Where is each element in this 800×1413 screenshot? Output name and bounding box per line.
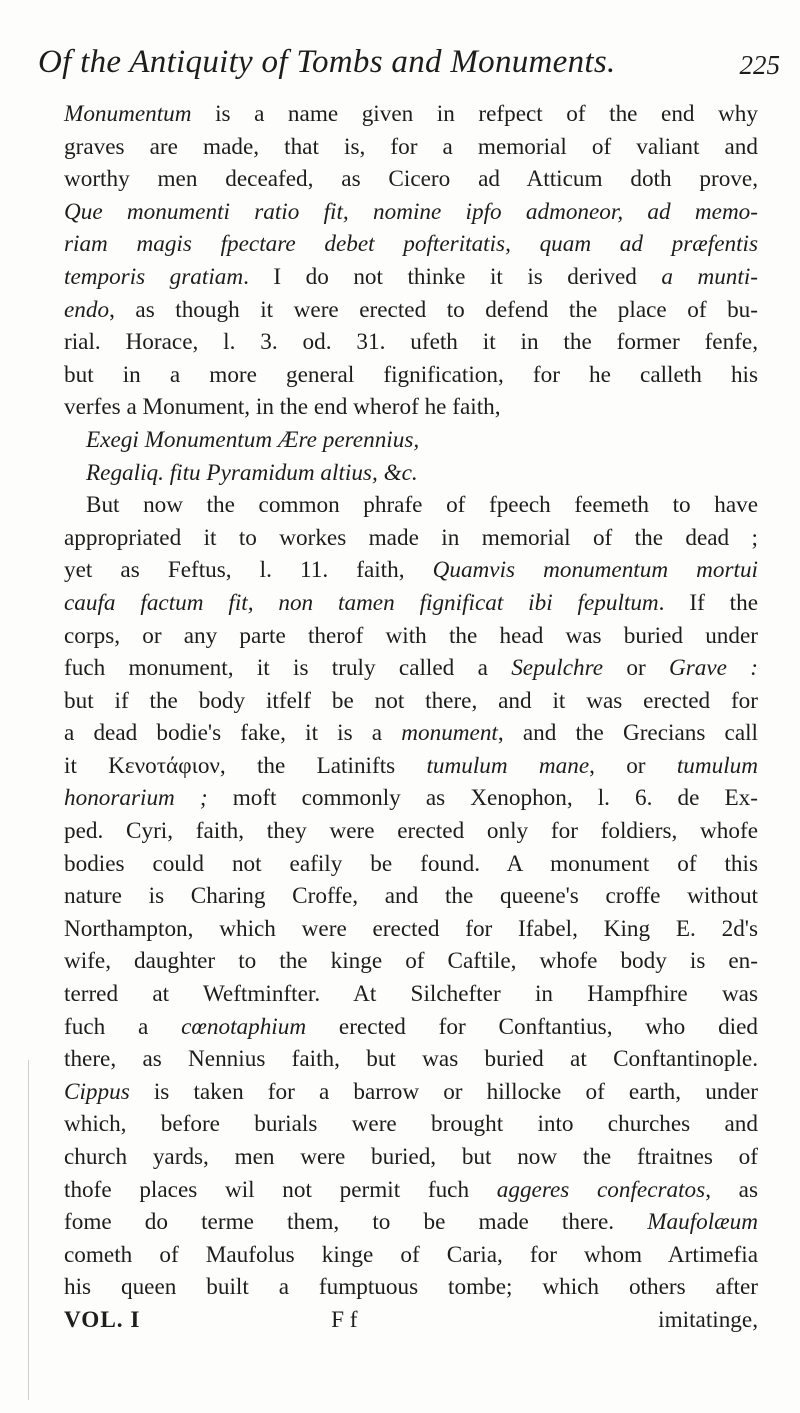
text-line [64, 326, 758, 359]
text-line [64, 359, 758, 392]
text-run: ped. Cyri, faith, they were erected only for foldiers, whofe [64, 818, 758, 845]
text-run: which, before burials were brought into churches and [64, 1111, 758, 1138]
text-run: , as though it were erected to defend the place of bu- [109, 296, 758, 323]
text-line [64, 652, 758, 685]
volume-mark: VOL. I [64, 1306, 141, 1333]
text-line [64, 228, 758, 261]
text-run: , and the Grecians call [497, 720, 758, 747]
text-run: bodies could not eafily be found. A monument of this [64, 850, 758, 877]
page-number: 225 [739, 50, 780, 80]
text-run: his queen built a fumptuous tombe; which others after [64, 1274, 758, 1301]
italic-text: temporis gratiam [64, 263, 244, 290]
text-run: but if the body itfelf be not there, and it was erected for [64, 687, 758, 714]
catchword: imitatinge, [658, 1306, 758, 1333]
text-line [64, 1239, 758, 1272]
italic-text: caufa factum fit, non tamen fignificat ibi fepultum [64, 589, 659, 616]
text-line [64, 1011, 758, 1044]
text-run: moft commonly as Xenophon, l. 6. de Ex- [207, 785, 758, 812]
text-run: fome do terme them, to be made there. [64, 1209, 648, 1236]
text-run: a dead bodie's fake, it is a [64, 720, 402, 747]
text-run: is taken for a barrow or hillocke of earth, under [129, 1078, 758, 1105]
text-line [64, 131, 758, 164]
text-line [64, 587, 758, 620]
text-line [64, 196, 758, 229]
italic-text: Regaliq. fitu Pyramidum altius [86, 459, 372, 486]
italic-text: Quamvis monumentum mortui [432, 557, 759, 584]
text-line [64, 1043, 758, 1076]
text-run: graves are made, that is, for a memorial of valiant and [64, 133, 758, 160]
text-line [64, 261, 758, 294]
text-run: . I do not thinke it is derived [243, 263, 662, 290]
text-run: church yards, men were buried, but now the ftraitnes of [64, 1144, 758, 1170]
text-run: yet as Feftus, l. 11. faith, [64, 557, 433, 584]
italic-text: Cippus [64, 1078, 130, 1105]
text-run: erected for Conftantius, who died [306, 1013, 758, 1040]
text-line [64, 717, 758, 750]
text-line [64, 98, 758, 131]
text-line [64, 880, 758, 913]
text-line [64, 294, 758, 327]
text-run: wife, daughter to the kinge of Caftile, whofe body is en- [64, 948, 758, 975]
text-run: corps, or any parte therof with the head was buried under [64, 622, 758, 649]
text-run: verfes a Monument, in the end wherof he faith, [64, 394, 501, 421]
text-line [64, 1271, 758, 1304]
italic-text: Maufolæum [647, 1209, 758, 1236]
text-run: , or [589, 752, 677, 779]
verse-line [64, 424, 758, 457]
text-line [64, 1174, 758, 1207]
text-run: fuch a [64, 1013, 182, 1040]
text-run: . If the [658, 589, 758, 616]
italic-text: a munti- [661, 263, 758, 290]
page-footer [64, 1304, 758, 1337]
text-line [64, 163, 758, 196]
italic-text: endo [64, 296, 110, 323]
italic-text: tumulum [676, 752, 758, 779]
italic-text: cœnotaphium [181, 1013, 307, 1040]
page-header [38, 44, 780, 92]
text-line [64, 978, 758, 1011]
text-run: But now the common phrafe of fpeech feemeth to have [86, 492, 758, 519]
text-run: appropriated it to workes made in memorial of the dead ; [64, 524, 758, 551]
text-line [64, 1108, 758, 1141]
text-run: , &c. [371, 459, 418, 486]
text-line [64, 750, 758, 783]
text-line [64, 1076, 758, 1109]
text-line [64, 685, 758, 718]
italic-text: riam magis fpectare debet pofteritatis, quam ad præfentis [64, 231, 758, 258]
verse-line [64, 457, 758, 490]
text-run: terred at Weftminfter. At Silchefter in Hampfhire was [64, 981, 758, 1008]
text-line [64, 782, 758, 815]
text-run: rial. Horace, l. 3. od. 31. ufeth it in the former fenfe, [64, 329, 758, 356]
text-line [64, 391, 758, 424]
italic-text: Exegi Monumentum Ære perennius, [86, 426, 420, 453]
text-run: , as [705, 1176, 758, 1203]
italic-text: Monumentum [64, 101, 192, 127]
text-run: cometh of Maufolus kinge of Caria, for whom Artimefia [64, 1241, 758, 1268]
italic-text: Que monumenti ratio fit, nomine ipfo admoneor, ad memo- [64, 198, 758, 225]
text-line [64, 522, 758, 555]
text-run: worthy men deceafed, as Cicero ad Atticum doth prove, [64, 166, 758, 193]
signature-mark: F f [331, 1306, 358, 1333]
text-line [64, 1206, 758, 1239]
body-text [64, 98, 758, 1337]
text-line [64, 815, 758, 848]
text-run: is a name given in refpect of the end why [191, 101, 758, 127]
italic-text: aggeres confecratos [496, 1176, 706, 1203]
italic-text: tumulum mane [426, 752, 590, 779]
italic-text: Sepulchre [511, 655, 604, 682]
text-line [64, 1141, 758, 1174]
text-line [64, 489, 758, 522]
italic-text: Grave : [669, 655, 759, 682]
text-run: it Κενοτάφιον, the Latinifts [64, 752, 427, 779]
page-edge-shadow [28, 1060, 29, 1400]
text-line [64, 620, 758, 653]
text-line [64, 945, 758, 978]
text-lines [64, 98, 758, 1304]
text-run: nature is Charing Croffe, and the queene's croffe without [64, 883, 758, 910]
text-run: Northampton, which were erected for Ifabel, King E. 2d's [64, 915, 758, 942]
text-run: or [603, 655, 670, 682]
italic-text: monument [401, 720, 498, 747]
text-run: but in a more general fignification, for he calleth his [64, 361, 758, 388]
text-line [64, 848, 758, 881]
text-run: fuch monument, it is truly called a [64, 655, 512, 682]
text-line [64, 913, 758, 946]
text-run: there, as Nennius faith, but was buried at Conftantinople. [64, 1046, 758, 1073]
text-line [64, 554, 758, 587]
italic-text: honorarium ; [64, 785, 208, 812]
text-run: thofe places wil not permit fuch [64, 1176, 497, 1203]
running-title: Of the Antiquity of Tombs and Monuments. [38, 44, 616, 80]
